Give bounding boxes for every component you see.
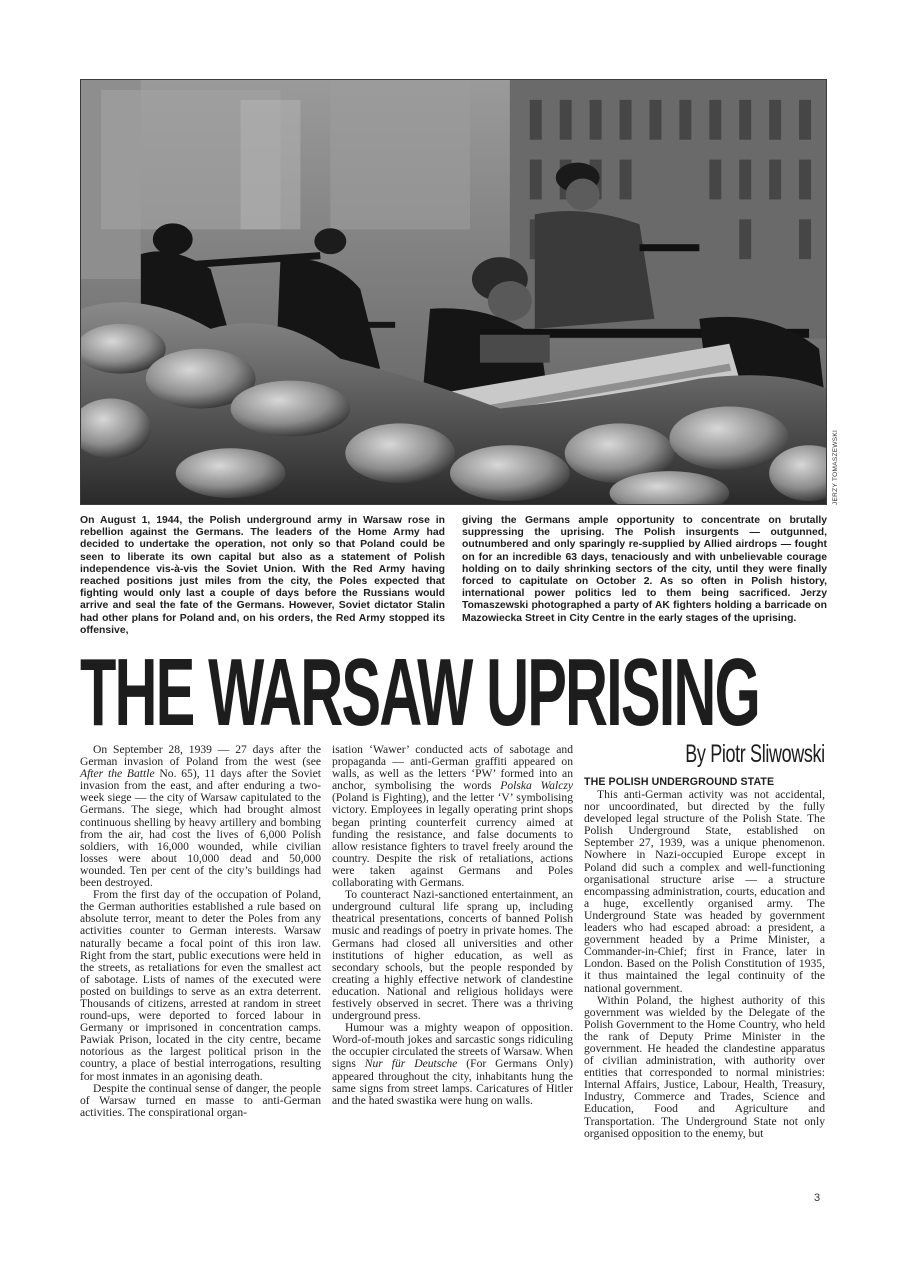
article-column-1 [80,744,321,1140]
paragraph [332,744,573,889]
paragraph: This anti-German activity was not accidental, nor uncoordinated, but directed by the fully developed legal structure of the Polish State. The Polish Underground State, established on September 27, 1939, was a unique phenomenon. Nowhere in Nazi-occupied Europe except in Poland did such a complex and well-functioning organisational structure arise — a structure encompassing administration, courts, education and a huge, excellently organised army. The Underground State was headed by government leaders who had escaped abroad: a president, a government headed by a Prime Minister, a Commander-in-Chief; first in France, later in London. Based on the Polish Constitution of 1935, it thus maintained the legal continuity of the national government. [584,788,825,995]
paragraph: Within Poland, the highest authority of this government was wielded by the Delegate of the Polish Government to the Home Country, who held the rank of Deputy Prime Minister in the government. He headed the clandestine apparatus of civilian administration, with authority over entities that corresponded to normal ministries: Internal Affairs, Justice, Labour, Health, Treasury, Industry, Commerce and Trades, Science and Education, Food and Agriculture and Transportation. The Underground State not only organised opposition to the enemy, but [584,993,825,1140]
photo-caption [80,515,827,637]
paragraph: From the first day of the occupation of Poland, the German authorities established a rule based on absolute terror, meant to deter the Poles from any activities counter to German interests. Warsaw naturally became a focal point of this iron law. Right from the start, public executions were held in the streets, as retaliations for even the smallest act of sabotage. Lists of names of the executed were posted on buildings to serve as an extra deterrent. Thousands of citizens, arrested at random in street round-ups, were deported to forced labour in Germany or imprisoned in concentration camps. Pawiak Prison, located in the city centre, became notorious as the largest political prison in the country, a place of bestial interrogations, resulting for most inmates in an agonising death. [80,888,321,1083]
caption-column-left: On August 1, 1944, the Polish underground army in Warsaw rose in rebellion against the Germans. The leaders of the Home Army had decided to undertake the operation, not only so that Poland could be seen to liberate its own capital but also as a statement of Polish independence vis-à-vis the Soviet Union. With the Red Army having reached positions just miles from the city, the Poles expected that fighting would only last a couple of days before the Russians would arrive and seal the fate of the Germans. However, Soviet dictator Stalin had other plans for Poland and, on his orders, the Red Army stopped its offensive, [80,515,445,636]
italic-phrase: Nur für Deutsche [364,1057,458,1071]
text: (For Germans Only) appeared throughout the city, inhabitants hung the same signs from street lamps. Caricatures of Hitler and the hated swastika were hung on walls. [332,1057,573,1107]
text: Humour was a mighty weapon of opposition. Word-of-mouth jokes and sarcastic songs ridiculing the occupier circulated the streets of Warsaw. When signs [332,1021,573,1071]
article-column-3 [584,740,825,1140]
text: (Poland is Fighting), and the letter ‘V’ symbolising victory. Employees in legally operating print shops began printing counterfeit currency aimed at funding the resistance, and false documents to allow resistance fighters to travel freely around the country. Despite the risk of retaliations, actions were taken against Germans and Poles collaborating with Germans. [332,791,573,890]
italic-phrase: Polska Walczy [500,779,574,793]
article-body [80,740,827,1140]
caption-column-right: giving the Germans ample opportunity to concentrate on brutally suppressing the uprising. The Polish insurgents — outgunned, outnumbered and only sparingly re-supplied by Allied airdrops — fought on for an incredible 63 days, tenaciously and with unbelievable courage holding on to daily shrinking sectors of the city, until they were finally forced to capitulate on October 2. As so often in Polish history, international power politics led to them being sacrificed. Jerzy Tomaszewski photographed a party of AK fighters holding a barricade on Mazowiecka Street in City Centre in the early stages of the uprising. [462,515,827,624]
text: On September 28, 1939 — 27 days after the German invasion of Poland from the west (see [80,743,321,769]
headline-text: THE WARSAW UPRISING [80,648,759,738]
text: No. 65), 11 days after the Soviet invasion from the east, and after enduring a two-week siege — the city of Warsaw capitulated to the Germans. The siege, which had brought almost continuous shelling by heavy artillery and bombing from the air, had cost the lives of 6,000 Polish soldiers, with 16,000 wounded, while civilian losses were about 10,000 dead and 50,000 wounded. Ten per cent of the city’s buildings had been destroyed. [80,767,321,890]
photo-credit: JERZY TOMASZEWSKI [832,429,839,505]
text: isation ‘Wawer’ conducted acts of sabotage and propaganda — anti-German graffiti appeared on walls, as well as the letters ‘PW’ formed into an anchor, symbolising the words [332,743,573,793]
paragraph [80,744,321,889]
section-heading: THE POLISH UNDERGROUND STATE [584,776,775,788]
hero-photo [80,79,827,505]
article-column-2 [332,744,573,1140]
paragraph: Despite the continual sense of danger, the people of Warsaw turned en masse to anti-German activities. The conspirational organ- [80,1081,321,1119]
byline [584,740,825,768]
italic-reference: After the Battle [80,767,155,781]
barricade-photo-illustration [81,80,826,504]
page-title [80,648,840,738]
paragraph [332,1022,573,1107]
author-name: By Piotr Sliwowski [685,740,825,768]
page-number: 3 [814,1192,821,1204]
paragraph: To counteract Nazi-sanctioned entertainment, an underground cultural life sprang up, including theatrical presentations, concerts of banned Polish music and readings of poetry in private homes. The Germans had closed all universities and other institutions of higher education, as well as secondary schools, but the people responded by creating a highly effective network of clandestine education. National and religious holidays were festively observed in secret. There was a thriving underground press. [332,888,573,1023]
